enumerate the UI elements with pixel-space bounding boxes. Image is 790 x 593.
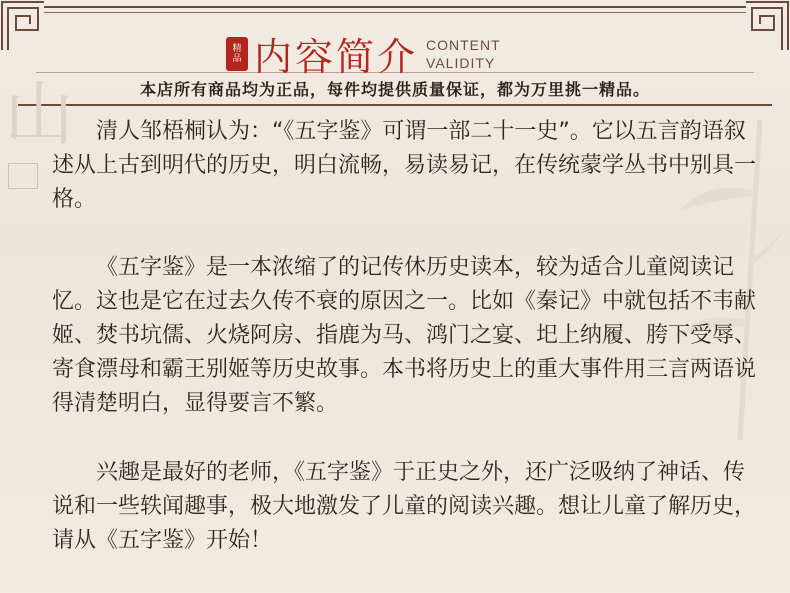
title-english	[426, 36, 501, 72]
section-title	[226, 26, 501, 81]
store-slogan: 本店所有商品均为正品，每件均提供质量保证，都为万里挑一精品。	[139, 80, 650, 99]
paragraph: 清人邹梧桐认为：“《五字鉴》可谓一部二十一史”。它以五言韵语叙述从上古到明代的历史，明白流畅，易读易记，在传统蒙学丛书中别具一格。	[52, 119, 757, 212]
background-seal-stamp	[8, 163, 38, 189]
title-chinese: 内容简介	[254, 35, 419, 79]
slogan-underline	[18, 104, 772, 106]
paragraph: 兴趣是最好的老师，《五字鉴》于正史之外，还广泛吸纳了神话、传说和一些轶闻趣事，极大地激发了儿童的阅读兴趣。想让儿童了解历史，请从《五字鉴》开始！	[52, 460, 757, 553]
badge-char-2: 品	[232, 53, 242, 64]
fret-corner-left	[0, 0, 46, 52]
frame-top-border-inner	[44, 12, 746, 13]
background-calligraphy: 山	[4, 73, 74, 155]
frame-top-border	[44, 6, 746, 8]
badge-char-1: 精	[232, 43, 242, 54]
paragraph: 《五字鉴》是一本浓缩了的记传休历史读本，较为适合儿童阅读记忆。这也是它在过去久传不衰的原因之一。比如《秦记》中就包括不韦献姬、焚书坑儒、火烧阿房、指鹿为马、鸿门之宴、圯上纳履、胯下受辱、寄食漂母和霸王别姬等历史故事。本书将历史上的重大事件用三言两语说得清楚明白，显得要言不繁。	[52, 255, 757, 416]
fret-corner-right	[744, 0, 790, 52]
quality-seal-badge	[226, 37, 248, 71]
title-english-line-1: CONTENT	[426, 36, 501, 53]
title-english-line-2: VALIDITY	[426, 54, 496, 71]
description-body	[52, 115, 760, 593]
